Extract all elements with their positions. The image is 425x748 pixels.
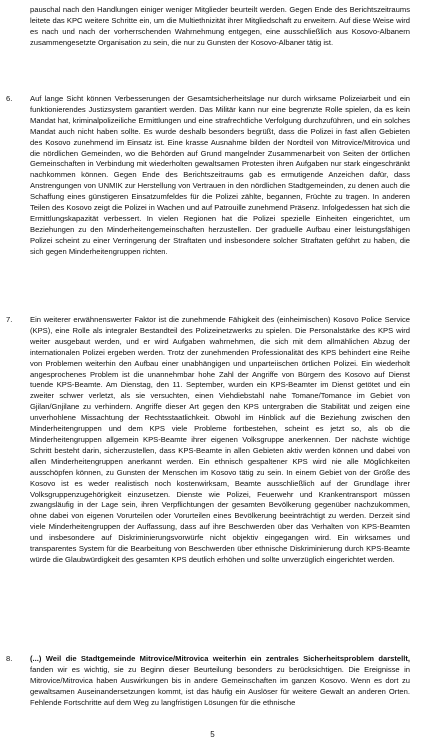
paragraph-number: 8. xyxy=(6,654,13,663)
paragraph-number: 7. xyxy=(6,315,13,324)
paragraph-lead-bold: (...) Weil die Stadtgemeinde Mitrovice/Mitrovica weiterhin ein zentrales Sicherheitsproblem darstellt, xyxy=(30,654,410,663)
paragraph-8 xyxy=(30,654,410,709)
paragraph-text: Ein weiterer erwähnenswerter Faktor ist die zunehmende Fähigkeit des (einheimischen) Kosovo Police Service (KPS), eine Rolle als integraler Bestandteil des Polizeinetzwerks zu spielen. Die Personalstärke des KPS wird weiter ausgebaut werden, und er wird Aufgaben wahrnehmen, die sich mit dem allmählichen Abzug der internationalen Polizei ergeben werden. Trotz der zunehmenden Professionalität des KPS behindert eine Reihe von Problemen weiterhin den Aufbau einer unabhängigen und unparteiischen örtlichen Polizei. Ein wiederholt angesprochenes Problem ist die unannehmbar hohe Zahl der Angriffe von Bürgern des Kosovo auf Dienst tuende KPS-Beamte. Am Dienstag, den 11. September, wurden ein KPS-Beamter im Dienst getötet und ein zweiter schwer verletzt, als sie versuchten, einen Viehdiebstahl nahe Tomane/Tomance im Gebiet von Gjilan/Gnjilane zu verhindern. Angriffe dieser Art gegen den KPS untergraben die Stabilität und zeigen eine unverhohlene Missachtung der Rechtsstaatlichkeit. Obwohl im Hinblick auf die Beziehung zwischen den Minderheitengruppen und dem KPS viele Probleme fortbestehen, scheint es jetzt so, als ob die Minderheitengruppen allgemein KPS-Beamte ihrer eigenen Volksgruppe anerkennen. Der nächste wichtige Schritt besteht darin, sicherzustellen, dass KPS-Beamte in allen Gebieten aktiv werden können und dabei von allen Minderheitengruppen anerkannt werden. Ein ethnisch gespaltener KPS wird nie alle Möglichkeiten ausschöpfen können, zu Gunsten der Menschen im Kosovo tätig zu sein. In einem Gebiet von der Größe des Kosovo ist es weder realistisch noch kostenwirksam, Beamte ausschließlich auf der Grundlage ihrer Volksgruppenzugehörigkeit einzusetzen. Dienste wie Polizei, Feuerwehr und Krankentransport müssen zwangsläufig in der Lage sein, ihren Verpflichtungen der gesamten Bevölkerung gegenüber nachzukommen, ohne dabei von eigenen Vorurteilen oder Vorurteilen eines Bevölkerung beeinträchtigt zu werden. Derzeit sind viele Minderheitengruppen der Auffassung, dass auf ihre Beschwerden über das Verhalten von KPS-Beamten und insbesondere auf Diskriminierungsvorwürfe nicht objektiv eingegangen wird. Ein wirksames und transparentes System für die Bearbeitung von Beschwerden über ethnische Diskriminierung durch KPS-Beamte würde die Glaubwürdigkeit des gesamten KPS deutlich erhöhen und sollte unverzüglich eingerichtet werden. xyxy=(30,315,410,564)
paragraph-text: pauschal nach den Handlungen einiger weniger Mitglieder beurteilt werden. Gegen Ende des Berichtszeitraums leitete das KPC weitere Schritte ein, um die Multiethnizität ihrer Mitgliedschaft zu erweitern. Auf diese Weise wird es nach und nach der vorherrschenden Wahrnehmung entgegen, eine ausschließlich aus Kosovo-Albanern zusammengesetzte Organisation zu sein, die nur zu Gunsten der Kosovo-Albaner tätig ist. xyxy=(30,5,410,47)
paragraph-text xyxy=(30,654,410,709)
page-number: 5 xyxy=(210,730,215,739)
paragraph-text: Auf lange Sicht können Verbesserungen der Gesamtsicherheitslage nur durch wirksame Polizeiarbeit und ein funktionierendes Justizsystem garantiert werden. Das Militär kann nur eine begrenzte Rolle spielen, da es kein Mandat hat, kriminalpolizeiliche Ermittlungen und eine strafrechtliche Verfolgung durchzuführen, und ein solches Mandat auch nicht haben sollte. Es wurde deshalb besonders begrüßt, dass die Polizei in fast allen Gebieten des Kosovo zunehmend im Einsatz ist. Eine krasse Ausnahme bilden der Nordteil von Mitrovice/Mitrovica und die nördlichen Gemeinden, wo die Behörden auf Grund mangelnder Zusammenarbeit von Seiten der örtlichen Gemeinschaften in Verbindung mit wiederholten gewaltsamen Protesten ihren Aufgaben nur stark eingeschränkt nachkommen können. Gegen Ende des Berichtszeitraums gab es ermutigende Anzeichen dafür, dass Anstrengungen von UNMIK zur Herstellung von Vertrauen in den nördlichen Stadtgemeinden, zu denen auch die Schaffung eines günstigeren Einsatzumfeldes für die Polizei zählte, begannen, Früchte zu tragen. In anderen Teilen des Kosovo zeigt die Polizei in Wachen und auf Patrouille zunehmend Präsenz. Infolgedessen hat sich die Ermittlungskapazität verbessert. In vielen Regionen hat die Polizei spezielle Einheiten eingerichtet, um Beziehungen zu den Minderheitengemeinschaften herzustellen. Der graduelle Aufbau einer leistungsfähigen Polizei scheint zu einer Verringerung der Straftaten und insbesondere solcher Straftaten geführt zu haben, die sich gegen Minderheitengruppen richten. xyxy=(30,94,410,256)
paragraph-number: 6. xyxy=(6,94,13,103)
paragraph-7 xyxy=(30,315,410,566)
paragraph-continuation xyxy=(30,5,410,49)
paragraph-body: fanden wir es wichtig, sie zu Beginn dieser Beurteilung besonders zu berücksichtigen. Die Ereignisse in Mitrovice/Mitrovica haben Auswirkungen bis in andere Gemeinschaften im ganzen Kosovo. Wenn es dort zu gewaltsamen Auseinandersetzungen kommt, ist das häufig ein Auslöser für weitere Gewalt an anderen Orten. Fehlende Fortschritte auf dem Weg zu langfristigen Lösungen für die ethnische xyxy=(30,664,410,707)
paragraph-6 xyxy=(30,94,410,258)
